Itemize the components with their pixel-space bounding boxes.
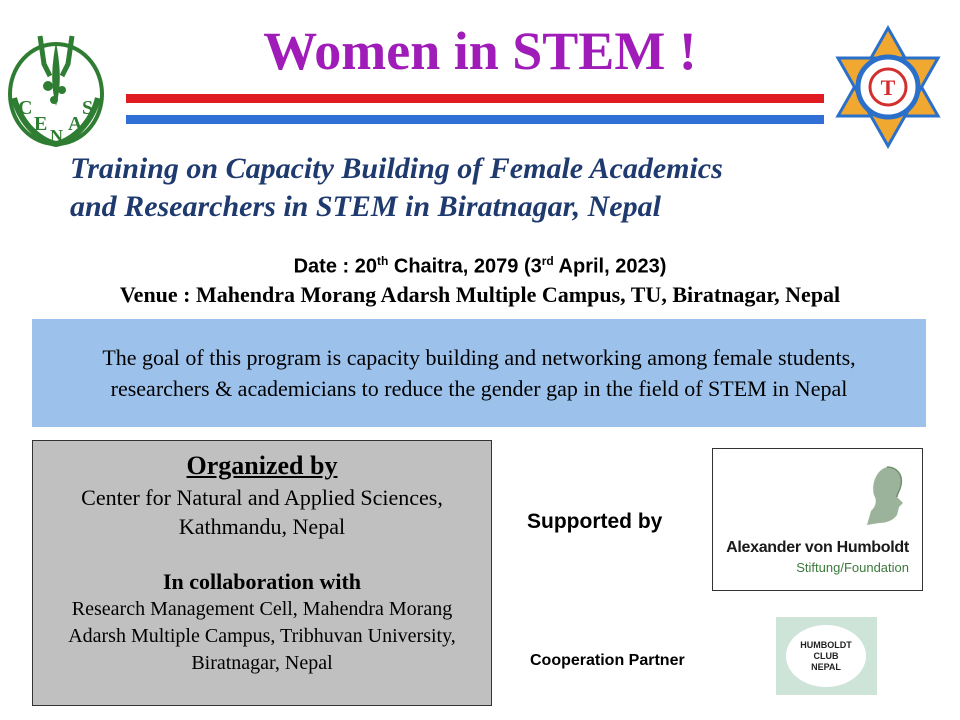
supported-by-label: Supported by <box>527 510 663 533</box>
club-line-1: HUMBOLDT <box>800 639 852 650</box>
organized-by-box <box>32 440 492 706</box>
cooperation-partner-label: Cooperation Partner <box>530 652 685 669</box>
collaboration-heading: In collaboration with <box>162 569 362 594</box>
organized-by-heading: Organized by <box>186 451 338 480</box>
goal-text: The goal of this program is capacity building and networking among female students, researchers & academicians to reduce the gender gap in the field of STEM in Nepal <box>102 345 856 401</box>
subtitle-line-2: and Researchers in STEM in Biratnagar, Nepal <box>70 190 661 223</box>
page-title: Women in STEM ! <box>263 21 697 81</box>
collaborator-name: Research Management Cell, Mahendra Morang Adarsh Multiple Campus, Tribhuvan University, Biratnagar, Nepal <box>68 598 456 674</box>
blue-stripe-divider <box>126 115 824 124</box>
logo-letter-e: E <box>34 113 48 135</box>
logo-letter-c: C <box>18 97 33 119</box>
club-badge <box>786 625 866 687</box>
club-line-3: NEPAL <box>811 661 841 672</box>
humboldt-portrait-icon <box>863 463 907 527</box>
subtitle-line-1: Training on Capacity Building of Female Academics <box>70 152 723 185</box>
event-subtitle <box>70 150 930 226</box>
tribhuvan-university-logo-icon <box>832 24 944 150</box>
event-venue: Venue : Mahendra Morang Adarsh Multiple Campus, TU, Biratnagar, Nepal <box>119 282 841 307</box>
logo-letter-s: S <box>82 97 94 119</box>
humboldt-name: Alexander von Humboldt <box>726 539 909 556</box>
logo-letter-a: A <box>68 113 83 135</box>
cenas-logo-icon <box>0 24 112 150</box>
humboldt-subtitle: Stiftung/Foundation <box>796 560 909 575</box>
logo-letter-t: T <box>880 75 896 100</box>
red-stripe-divider <box>126 94 824 103</box>
humboldt-foundation-logo <box>712 448 923 591</box>
organizer-name: Center for Natural and Applied Sciences, Kathmandu, Nepal <box>81 485 443 539</box>
event-date: Date : 20th Chaitra, 2079 (3rd April, 2023) <box>293 254 667 278</box>
humboldt-club-nepal-logo <box>776 617 877 695</box>
goal-box <box>32 319 926 427</box>
logo-letter-n: N <box>50 126 63 146</box>
club-line-2: CLUB <box>813 650 839 661</box>
